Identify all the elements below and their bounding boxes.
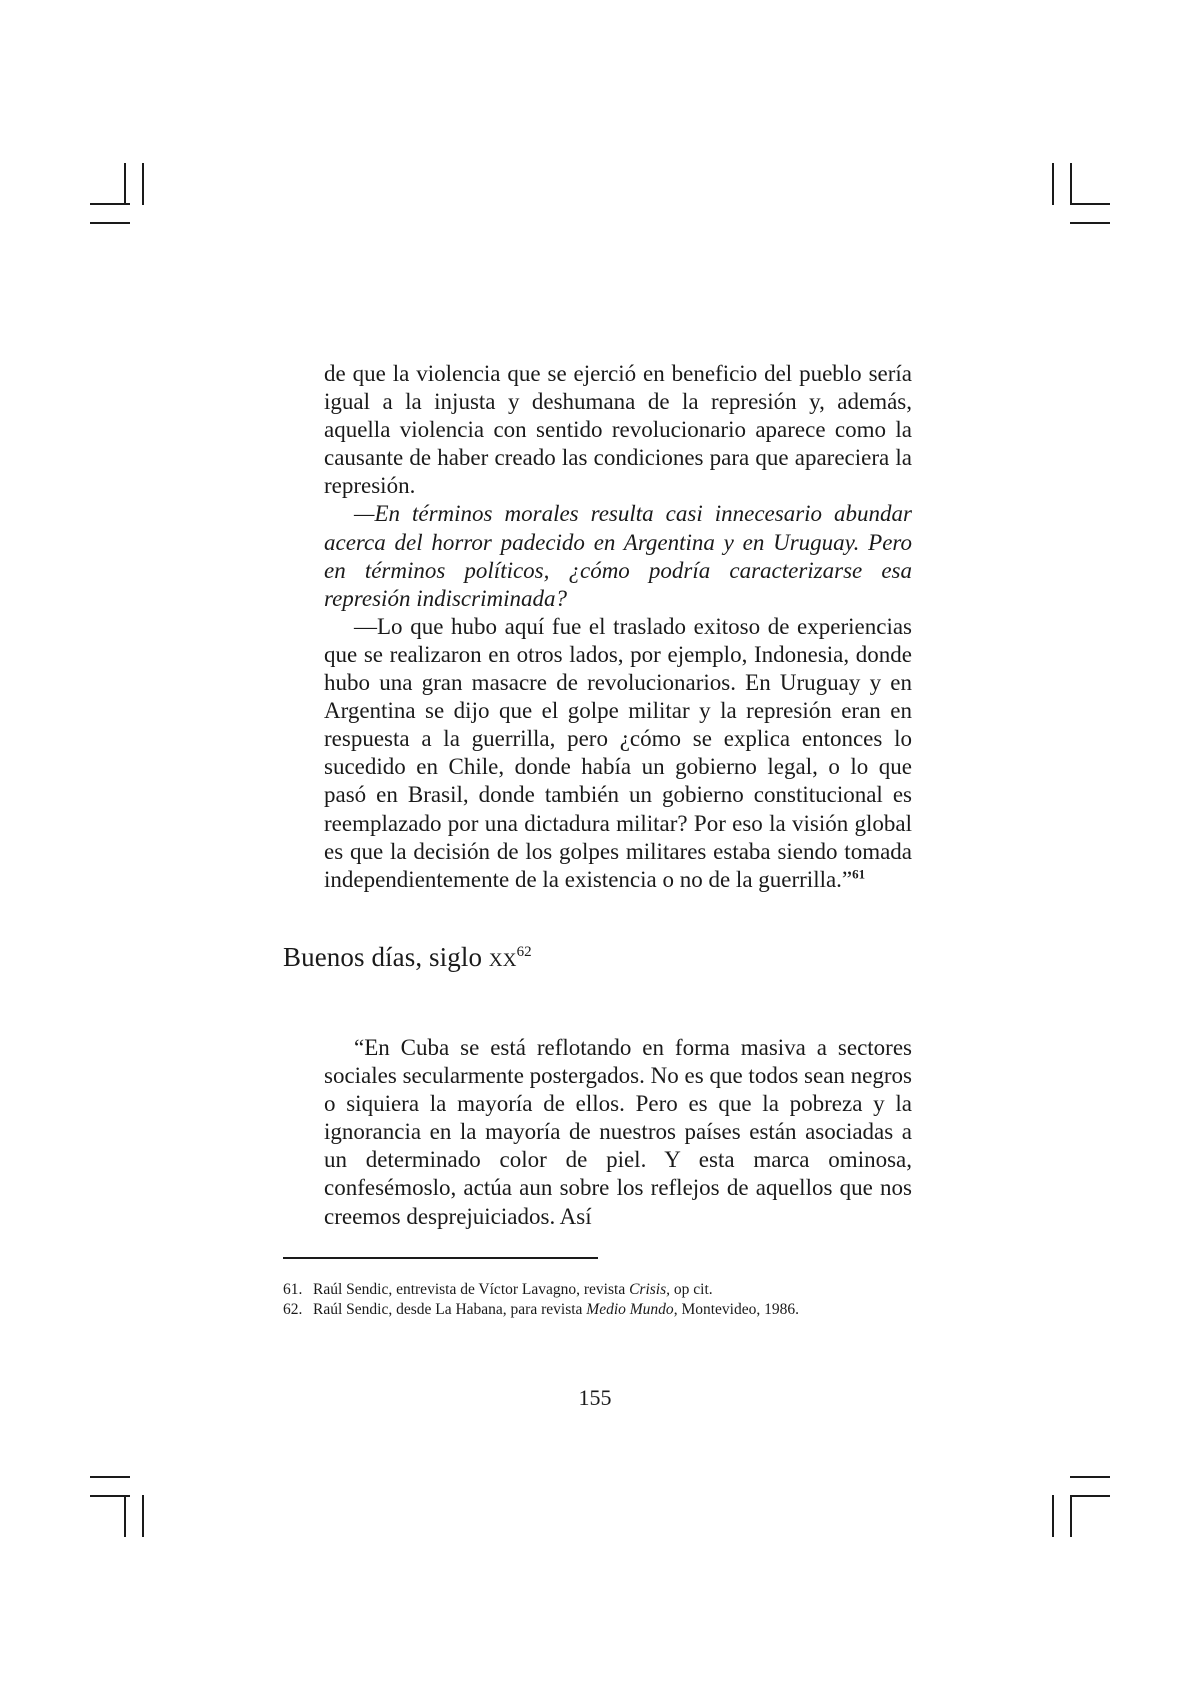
footnote-title: Medio Mundo — [586, 1300, 674, 1318]
body-text-top — [324, 360, 912, 894]
footnote-rule — [283, 1257, 598, 1259]
crop-mark — [90, 1476, 130, 1478]
footnote-text: , Montevideo, 1986. — [673, 1300, 799, 1318]
crop-mark — [1070, 163, 1072, 205]
crop-mark — [1070, 1495, 1072, 1537]
crop-mark — [1070, 1476, 1110, 1478]
footnote-text: Raúl Sendic, entrevista de Víctor Lavagno, revista — [313, 1281, 630, 1298]
crop-mark — [1052, 1495, 1054, 1537]
interview-answer — [324, 613, 912, 894]
footnote-title: Crisis, — [629, 1281, 671, 1298]
interview-question: —En términos morales resulta casi innecesario abundar acerca del horror padecido en Argentina y en Uruguay. Pero en términos políticos, ¿cómo podría caracterizarse esa represión indiscriminada? — [324, 501, 912, 611]
footnote — [283, 1300, 943, 1320]
crop-mark — [1070, 1495, 1110, 1497]
crop-mark — [1070, 222, 1110, 224]
section-heading — [283, 942, 532, 973]
footnote-number: 62. — [283, 1300, 303, 1318]
crop-mark — [124, 1495, 126, 1537]
quote-paragraph: “En Cuba se está reflotando en forma masiva a sectores sociales secularmente postergados. No es que todos sean negros o siquiera la mayoría de ellos. Pero es que la pobreza y la ignorancia en la mayoría de nuestros países están asociadas a un determinado color de piel. Y esta marca ominosa, confesémoslo, actúa aun sobre los reflejos de aquellos que nos creemos desprejuiciados. Así — [324, 1035, 912, 1229]
crop-mark — [124, 163, 126, 205]
body-paragraph: de que la violencia que se ejerció en beneficio del pueblo sería igual a la injusta y deshumana de la represión y, además, aquella violencia con sentido revolucionario aparece como la causante de haber creado las condiciones para que apareciera la represión. — [324, 361, 912, 499]
footnote — [283, 1280, 943, 1300]
body-text-bottom — [324, 1034, 912, 1231]
crop-mark — [142, 163, 144, 205]
footnote-text: Raúl Sendic, desde La Habana, para revista — [313, 1300, 587, 1318]
footnote-number: 61. — [283, 1281, 303, 1298]
crop-mark — [1052, 163, 1054, 205]
heading-century: xx — [488, 942, 517, 972]
crop-mark — [1070, 203, 1110, 205]
page-number: 155 — [578, 1385, 612, 1410]
footnote-text: op cit. — [670, 1281, 713, 1298]
crop-mark — [142, 1495, 144, 1537]
heading-text: Buenos días, siglo — [283, 942, 489, 972]
footnote-ref: 61 — [852, 866, 866, 882]
heading-footnote-ref: 62 — [516, 944, 532, 960]
footnotes — [283, 1280, 943, 1319]
crop-mark — [90, 222, 130, 224]
answer-text: —Lo que hubo aquí fue el traslado exitoso de experiencias que se realizaron en otros lados, por ejemplo, Indonesia, donde hubo una gran masacre de revolucionarios. En Uruguay y en Argentina se dijo que el golpe militar y la represión eran en respuesta a la guerrilla, pero ¿cómo se explica entonces lo sucedido en Chile, donde había un gobierno legal, o lo que pasó en Brasil, donde también un gobierno constitucional es reemplazado por una dictadura militar? Por eso la visión global es que la decisión de los golpes militares estaba siendo tomada independientemente de la existencia o no de la guerrilla.” — [324, 613, 912, 892]
